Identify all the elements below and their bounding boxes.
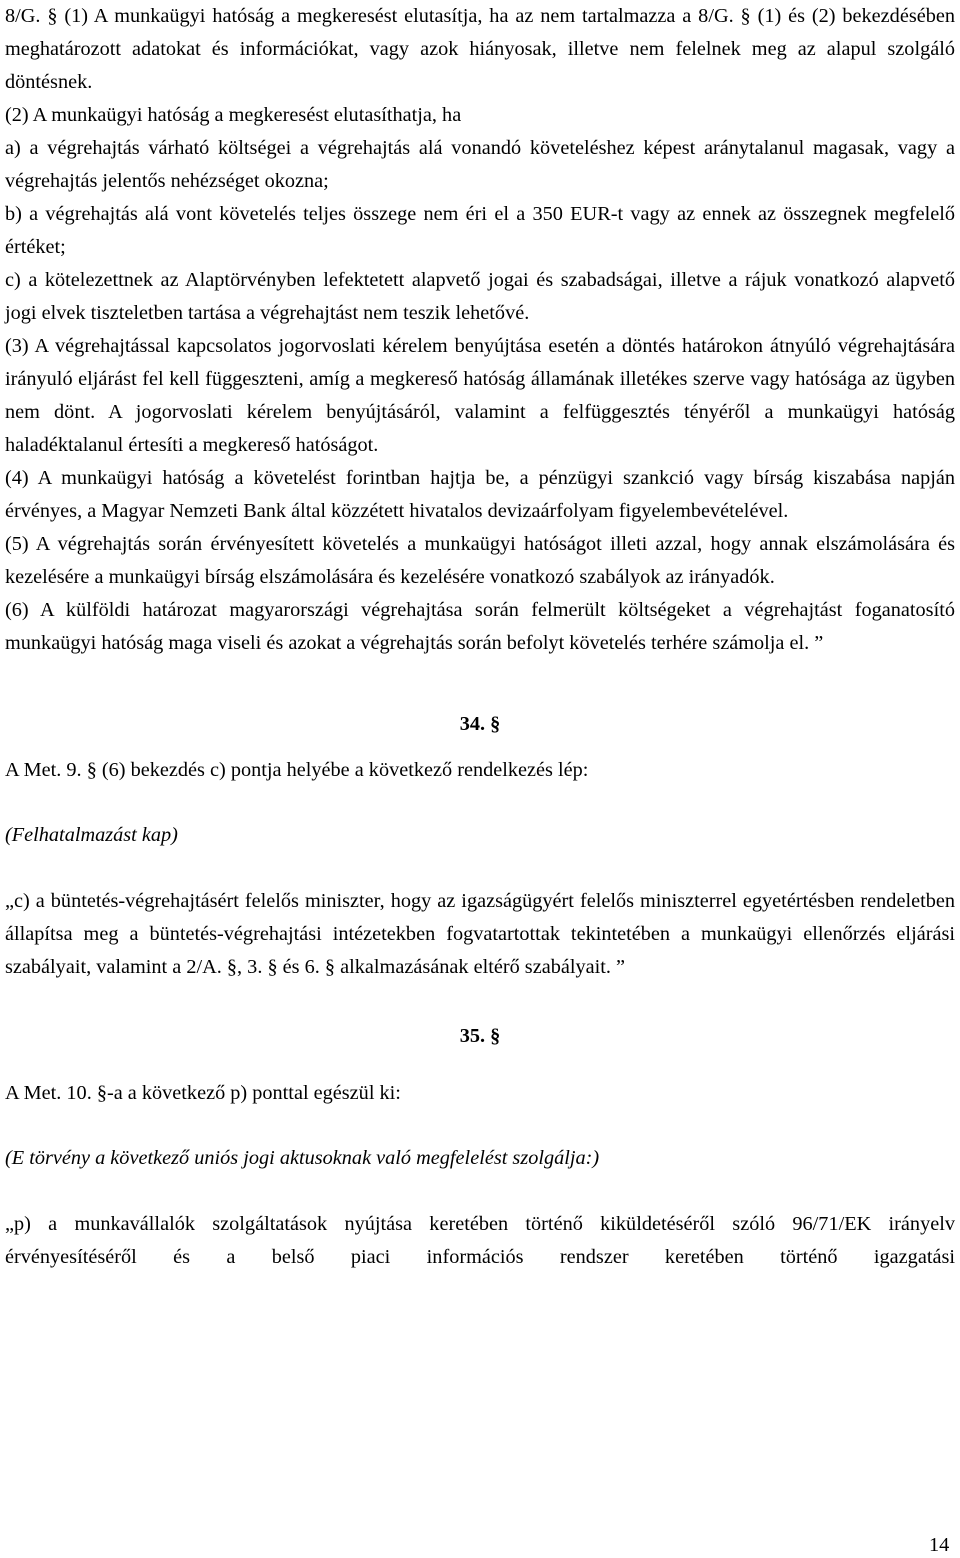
paragraph-8g-4: (4) A munkaügyi hatóság a követelést forintban hajtja be, a pénzügyi szankció vagy bírság kiszabása napján érvényes, a Magyar Nemzeti Bank által közzétett hivatalos devizaárfolyam figyelembevételével. xyxy=(5,467,955,522)
page-number: 14 xyxy=(929,1534,950,1556)
paragraph-8g-2a: a) a végrehajtás várható költségei a végrehajtás alá vonandó követeléshez képest aránytalanul magasak, vagy a végrehajtás jelentős nehézséget okozna; xyxy=(5,137,955,192)
section-34-body: „c) a büntetés-végrehajtásért felelős miniszter, hogy az igazságügyért felelős miniszterrel egyetértésben rendeletben állapítsa meg a büntetés-végrehajtási intézetekben fogvatartottak tekintetében a munkaügyi ellenőrzés eljárási szabályait, valamint a 2/A. §, 3. § és 6. § alkalmazásának eltérő szabályait. ” xyxy=(5,890,955,978)
document-page xyxy=(5,0,955,1274)
section-34-heading: 34. § xyxy=(459,713,501,735)
section-35-italic: (E törvény a következő uniós jogi aktusoknak való megfelelést szolgálja:) xyxy=(5,1147,600,1169)
paragraph-8g-2c: c) a kötelezettnek az Alaptörvényben lefektetett alapvető jogai és szabadságai, illetve a rájuk vonatkozó alapvető jogi elvek tiszteletben tartása a végrehajtást nem teszik lehetővé. xyxy=(5,269,955,324)
paragraph-8g-1: 8/G. § (1) A munkaügyi hatóság a megkeresést elutasítja, ha az nem tartalmazza a 8/G. § (1) és (2) bekezdésében meghatározott adatokat és információkat, vagy azok hiányosak, illetve nem felelnek meg az alapul szolgáló döntésnek. xyxy=(5,5,955,93)
section-35-intro: A Met. 10. §-a a következő p) ponttal egészül ki: xyxy=(5,1082,401,1104)
paragraph-8g-2: (2) A munkaügyi hatóság a megkeresést elutasíthatja, ha xyxy=(5,104,462,126)
paragraph-8g-2b: b) a végrehajtás alá vont követelés teljes összege nem éri el a 350 EUR-t vagy az ennek az összegnek megfelelő értéket; xyxy=(5,203,955,258)
paragraph-8g-3: (3) A végrehajtással kapcsolatos jogorvoslati kérelem benyújtása esetén a döntés határokon átnyúló végrehajtására irányuló eljárást fel kell függeszteni, amíg a megkereső hatóság államának illetékes szerve vagy hatósága az ügyben nem dönt. A jogorvoslati kérelem benyújtásáról, valamint a felfüggesztés tényéről a munkaügyi hatóság haladéktalanul értesíti a megkereső hatóságot. xyxy=(5,335,955,456)
section-34-italic: (Felhatalmazást kap) xyxy=(5,824,178,846)
section-35-body: „p) a munkavállalók szolgáltatások nyújtása keretében történő kiküldetéséről szóló 96/71/EK irányelv érvényesítéséről és a belső piaci információs rendszer keretében történő igazgatási xyxy=(5,1213,955,1268)
section-34-intro: A Met. 9. § (6) bekezdés c) pontja helyébe a következő rendelkezés lép: xyxy=(5,759,589,781)
section-35-heading: 35. § xyxy=(459,1025,501,1047)
paragraph-8g-5: (5) A végrehajtás során érvényesített követelés a munkaügyi hatóságot illeti azzal, hogy annak elszámolására és kezelésére a munkaügyi bírság elszámolására és kezelésére vonatkozó szabályok az irányadók. xyxy=(5,533,955,588)
paragraph-8g-6: (6) A külföldi határozat magyarországi végrehajtása során felmerült költségeket a végrehajtást foganatosító munkaügyi hatóság maga viseli és azokat a végrehajtás során befolyt követelés terhére számolja el. ” xyxy=(5,599,955,654)
